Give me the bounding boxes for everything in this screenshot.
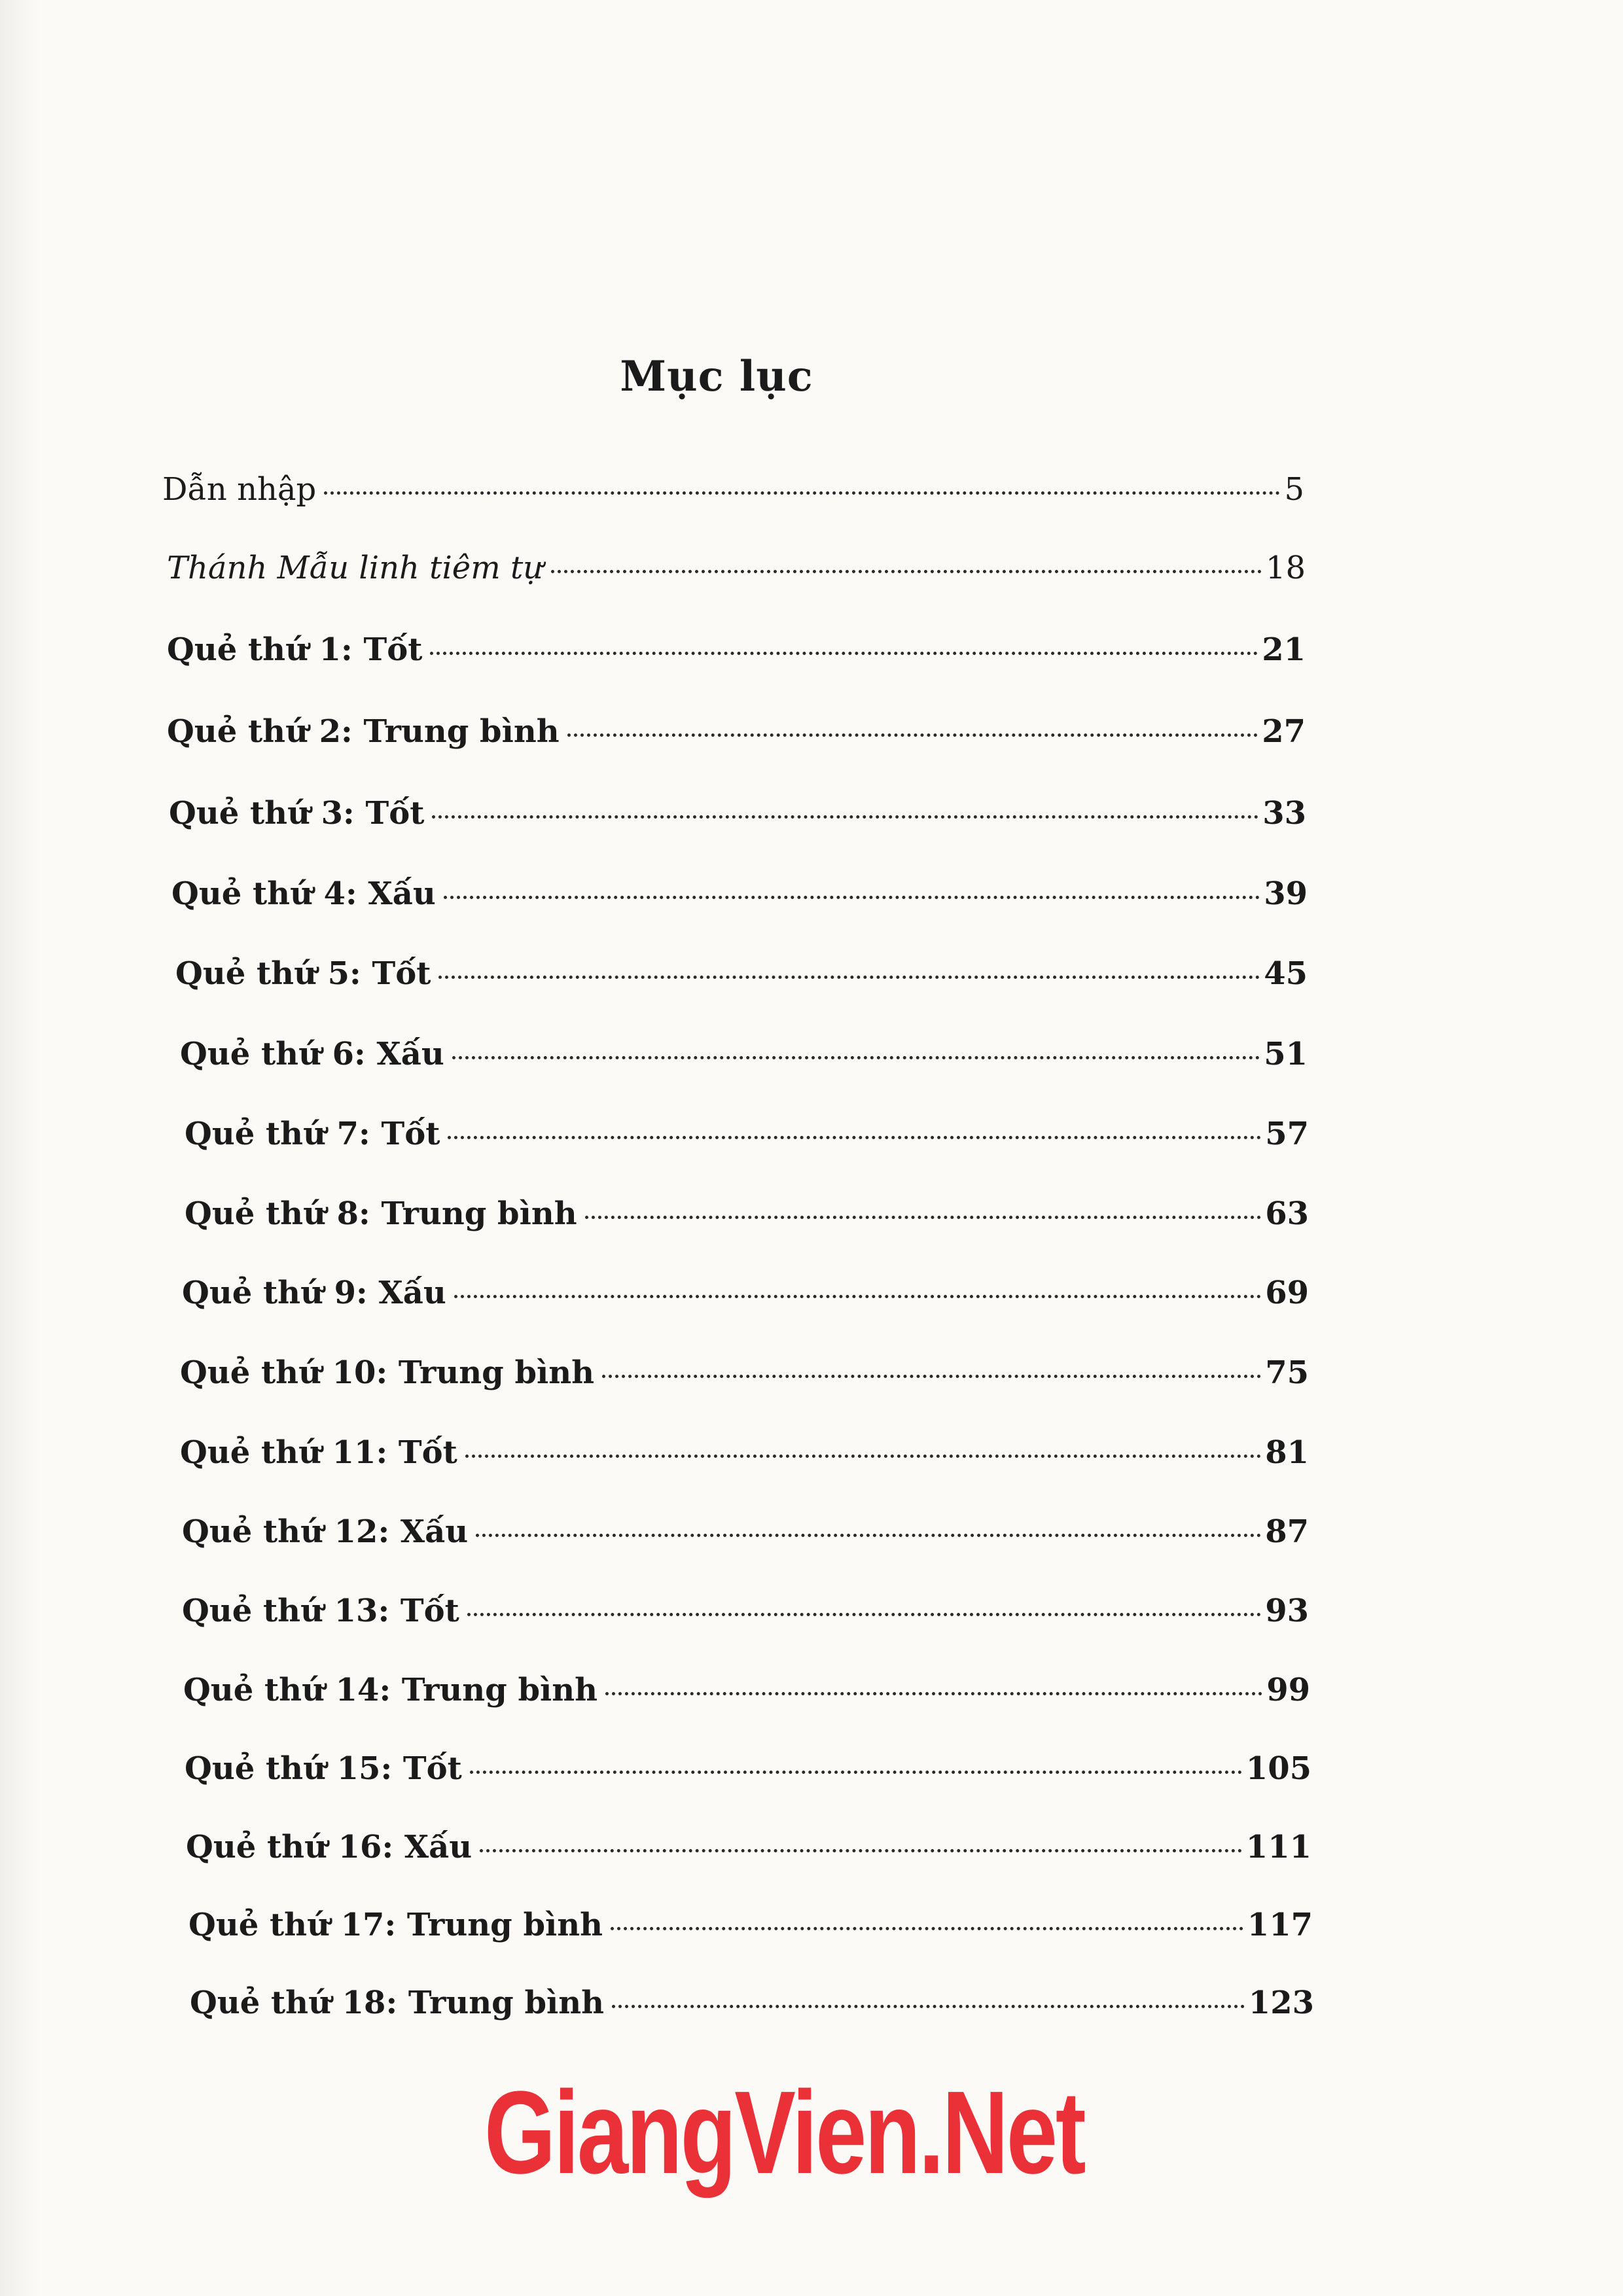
toc-entry[interactable] bbox=[185, 1750, 1311, 1796]
toc-entry[interactable] bbox=[182, 1275, 1309, 1320]
toc-entry[interactable] bbox=[190, 1985, 1314, 2030]
toc-entry-label: Quẻ thứ 7: Tốt bbox=[185, 1116, 440, 1152]
dot-leader bbox=[465, 1455, 1261, 1458]
toc-entry-page: 63 bbox=[1265, 1195, 1309, 1232]
toc-entry[interactable] bbox=[182, 1593, 1309, 1638]
toc-entry-label: Quẻ thứ 8: Trung bình bbox=[185, 1195, 577, 1232]
toc-entry-page: 33 bbox=[1262, 795, 1306, 832]
toc-entry-label: Quẻ thứ 14: Trung bình bbox=[183, 1672, 598, 1708]
dot-leader bbox=[585, 1216, 1262, 1219]
watermark-logo: GiangVien.Net bbox=[484, 2067, 1084, 2199]
toc-entry-page: 99 bbox=[1266, 1672, 1310, 1708]
toc-entry-label: Quẻ thứ 2: Trung bình bbox=[167, 713, 560, 750]
dot-leader bbox=[611, 1927, 1243, 1930]
toc-entry-page: 45 bbox=[1264, 955, 1308, 992]
dot-leader bbox=[480, 1849, 1242, 1852]
toc-entry-label: Quẻ thứ 10: Trung bình bbox=[180, 1354, 595, 1391]
toc-entry-page: 51 bbox=[1264, 1036, 1308, 1072]
toc-entry-page: 5 bbox=[1284, 471, 1304, 508]
toc-entry-page: 27 bbox=[1262, 713, 1306, 750]
toc-entry-label: Quẻ thứ 5: Tốt bbox=[175, 955, 431, 992]
toc-entry-page: 18 bbox=[1265, 550, 1306, 586]
dot-leader bbox=[324, 491, 1280, 495]
toc-entry-label: Quẻ thứ 11: Tốt bbox=[180, 1434, 457, 1471]
toc-entry-label: Quẻ thứ 9: Xấu bbox=[182, 1275, 446, 1311]
page-title: Mục lục bbox=[620, 351, 813, 401]
toc-entry[interactable] bbox=[182, 1513, 1309, 1559]
toc-entry[interactable] bbox=[180, 1434, 1309, 1480]
toc-entry-page: 39 bbox=[1264, 875, 1308, 912]
dot-leader bbox=[605, 1692, 1262, 1695]
toc-entry-label: Quẻ thứ 3: Tốt bbox=[169, 795, 425, 832]
toc-entry[interactable] bbox=[169, 795, 1306, 841]
toc-entry-page: 21 bbox=[1262, 631, 1306, 668]
toc-entry[interactable] bbox=[180, 1036, 1308, 1082]
toc-entry-label: Quẻ thứ 17: Trung bình bbox=[188, 1907, 603, 1943]
toc-entry[interactable] bbox=[167, 713, 1306, 759]
toc-entry-page: 57 bbox=[1265, 1116, 1309, 1152]
toc-entry[interactable] bbox=[185, 1195, 1309, 1241]
toc-entry-page: 93 bbox=[1265, 1593, 1309, 1629]
dot-leader bbox=[454, 1295, 1261, 1298]
toc-entry[interactable] bbox=[162, 471, 1304, 517]
toc-entry-label: Quẻ thứ 1: Tốt bbox=[167, 631, 423, 668]
toc-entry-label: Quẻ thứ 15: Tốt bbox=[185, 1750, 462, 1787]
toc-entry-page: 75 bbox=[1265, 1354, 1309, 1391]
dot-leader bbox=[476, 1534, 1261, 1537]
toc-entry-page: 111 bbox=[1245, 1829, 1311, 1865]
toc-entry-page: 81 bbox=[1265, 1434, 1309, 1471]
toc-entry[interactable] bbox=[188, 1907, 1313, 1952]
toc-entry[interactable] bbox=[167, 631, 1306, 677]
dot-leader bbox=[432, 815, 1258, 819]
dot-leader bbox=[470, 1771, 1242, 1774]
dot-leader bbox=[602, 1375, 1261, 1378]
toc-entry-label: Quẻ thứ 13: Tốt bbox=[182, 1593, 459, 1629]
dot-leader bbox=[444, 896, 1260, 899]
toc-entry[interactable] bbox=[175, 955, 1308, 1001]
toc-entry[interactable] bbox=[185, 1116, 1309, 1161]
toc-entry-page: 87 bbox=[1265, 1513, 1309, 1550]
toc-entry-label: Quẻ thứ 6: Xấu bbox=[180, 1036, 444, 1072]
toc-entry-label: Thánh Mẫu linh tiêm tự bbox=[167, 550, 544, 586]
dot-leader bbox=[438, 976, 1260, 979]
dot-leader bbox=[430, 652, 1258, 655]
toc-entry[interactable] bbox=[186, 1829, 1311, 1875]
dot-leader bbox=[612, 2005, 1245, 2008]
toc-entry[interactable] bbox=[180, 1354, 1309, 1400]
toc-entry-page: 117 bbox=[1247, 1907, 1313, 1943]
toc-entry[interactable] bbox=[171, 875, 1308, 921]
dot-leader bbox=[567, 733, 1258, 737]
toc-entry[interactable] bbox=[183, 1672, 1310, 1718]
dot-leader bbox=[551, 570, 1262, 573]
toc-entry-label: Dẫn nhập bbox=[162, 471, 317, 508]
toc-entry-page: 69 bbox=[1265, 1275, 1309, 1311]
toc-entry-label: Quẻ thứ 12: Xấu bbox=[182, 1513, 469, 1550]
toc-entry-page: 123 bbox=[1248, 1985, 1314, 2021]
dot-leader bbox=[467, 1613, 1261, 1616]
toc-entry[interactable] bbox=[167, 550, 1306, 595]
toc-entry-label: Quẻ thứ 16: Xấu bbox=[186, 1829, 473, 1865]
toc-entry-page: 105 bbox=[1245, 1750, 1311, 1787]
dot-leader bbox=[448, 1136, 1261, 1139]
dot-leader bbox=[452, 1056, 1260, 1059]
toc-entry-label: Quẻ thứ 18: Trung bình bbox=[190, 1985, 605, 2021]
toc-entry-label: Quẻ thứ 4: Xấu bbox=[171, 875, 436, 912]
